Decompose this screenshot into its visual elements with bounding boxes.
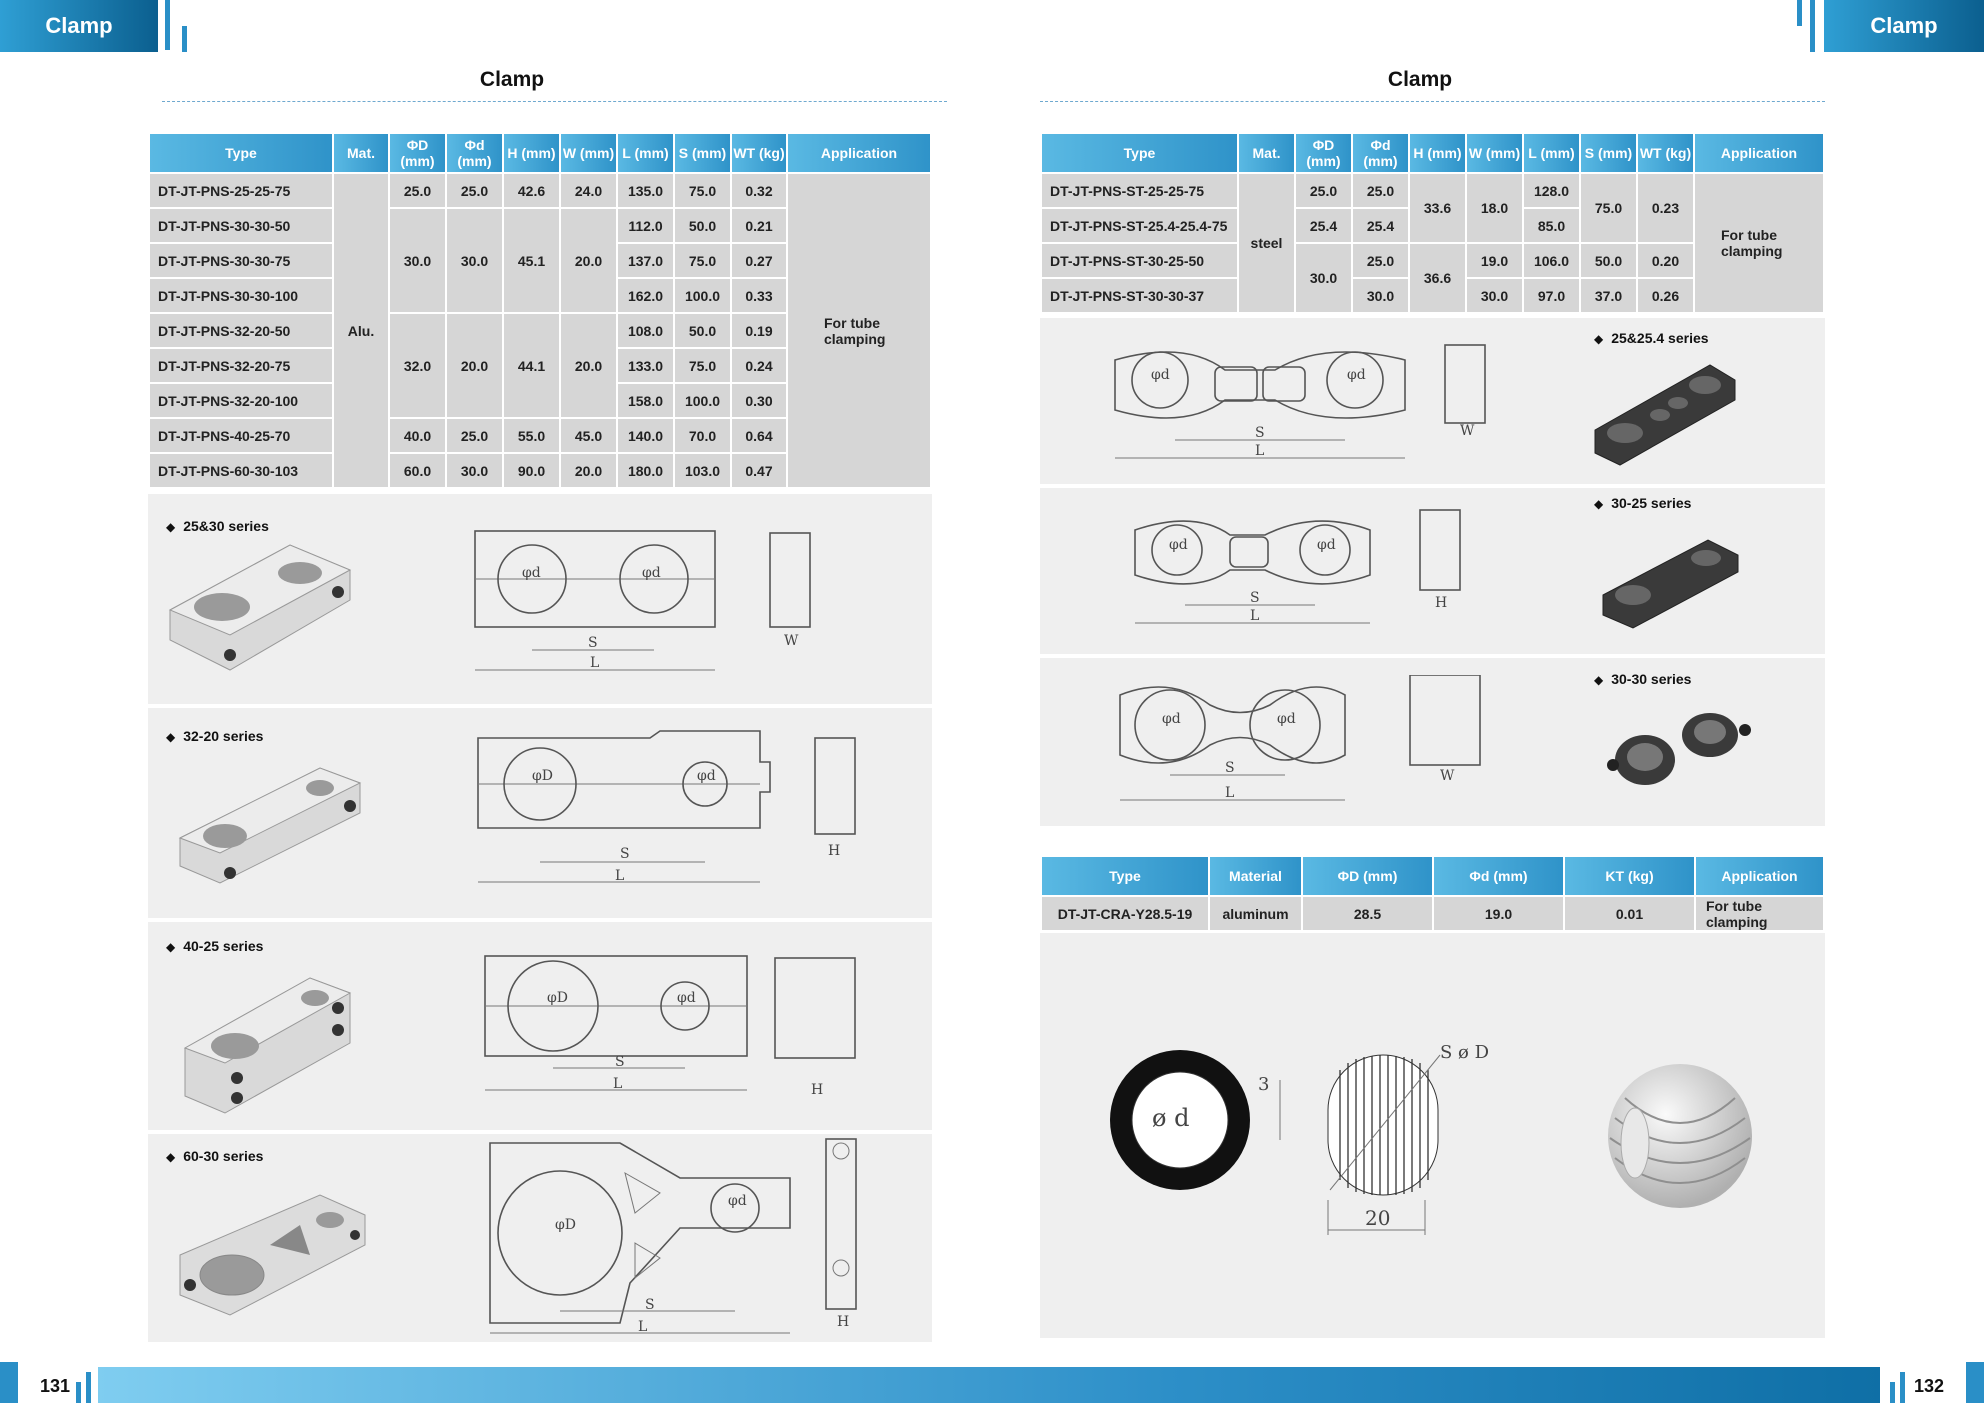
col-header: W (mm) xyxy=(560,133,617,173)
col-header: WT (kg) xyxy=(1637,133,1694,173)
svg-text:W: W xyxy=(1460,423,1475,439)
cell: 162.0 xyxy=(617,278,674,313)
cell: 180.0 xyxy=(617,453,674,488)
svg-text:S: S xyxy=(645,1297,655,1313)
cell: 19.0 xyxy=(1466,243,1523,278)
col-header: S (mm) xyxy=(674,133,731,173)
page-title-right: Clamp xyxy=(1387,68,1453,91)
footer-stripe xyxy=(0,1362,18,1403)
footer-stripe xyxy=(1900,1372,1905,1403)
drawing-label-20: 20 xyxy=(1365,1206,1391,1230)
cell: 25.0 xyxy=(389,173,446,208)
clamp-3d-image xyxy=(170,1185,370,1330)
cell: 0.64 xyxy=(731,418,787,453)
svg-text:L: L xyxy=(1225,785,1235,801)
cell: 25.0 xyxy=(1295,173,1352,208)
svg-text:S: S xyxy=(620,846,630,862)
col-header: W (mm) xyxy=(1466,133,1523,173)
title-divider xyxy=(1040,101,1825,102)
cell: 42.6 xyxy=(503,173,560,208)
cell: 0.21 xyxy=(731,208,787,243)
col-header: L (mm) xyxy=(1523,133,1580,173)
cell: 112.0 xyxy=(617,208,674,243)
header-stripe xyxy=(182,26,187,52)
series-label: ◆ 32-20 series xyxy=(166,728,263,744)
cell: 75.0 xyxy=(1580,173,1637,243)
footer-bar xyxy=(98,1367,1880,1403)
cell: 108.0 xyxy=(617,313,674,348)
cell: 100.0 xyxy=(674,278,731,313)
cell: 75.0 xyxy=(674,348,731,383)
cell-type: DT-JT-CRA-Y28.5-19 xyxy=(1041,896,1209,931)
cell-type: DT-JT-PNS-40-25-70 xyxy=(149,418,333,453)
svg-text:φD: φD xyxy=(547,990,569,1006)
svg-text:φd: φd xyxy=(1347,367,1366,383)
page-number-left: 131 xyxy=(40,1376,71,1396)
svg-text:L: L xyxy=(613,1076,623,1092)
technical-drawing xyxy=(1125,505,1505,640)
cell: 0.24 xyxy=(731,348,787,383)
cell: 75.0 xyxy=(674,173,731,208)
cell-type: DT-JT-PNS-ST-25-25-75 xyxy=(1041,173,1238,208)
footer-stripe xyxy=(1966,1362,1984,1403)
cell-type: DT-JT-PNS-60-30-103 xyxy=(149,453,333,488)
clamp-3d-image xyxy=(1590,355,1740,470)
cell: 25.0 xyxy=(1352,243,1409,278)
col-header: Type xyxy=(1041,856,1209,896)
col-header: Φd (mm) xyxy=(1352,133,1409,173)
svg-text:L: L xyxy=(1250,608,1260,624)
cell: 90.0 xyxy=(503,453,560,488)
col-header: ΦD (mm) xyxy=(1295,133,1352,173)
cell-material: aluminum xyxy=(1209,896,1302,931)
cell-type: DT-JT-PNS-32-20-75 xyxy=(149,348,333,383)
cell: 55.0 xyxy=(503,418,560,453)
svg-text:L: L xyxy=(1255,443,1265,459)
page-title-left: Clamp xyxy=(479,68,545,91)
cell-material: steel xyxy=(1238,173,1295,313)
col-header: KT (kg) xyxy=(1564,856,1695,896)
cell: 45.0 xyxy=(560,418,617,453)
series-label: ◆ 25&25.4 series xyxy=(1594,330,1709,346)
cell: 103.0 xyxy=(674,453,731,488)
svg-text:H: H xyxy=(828,843,841,859)
col-header: H (mm) xyxy=(1409,133,1466,173)
cell: 0.19 xyxy=(731,313,787,348)
cell: 25.4 xyxy=(1352,208,1409,243)
cell-application: For tube clamping xyxy=(787,173,931,488)
col-header: Application xyxy=(1695,856,1824,896)
cell: 97.0 xyxy=(1523,278,1580,313)
cell: 0.30 xyxy=(731,383,787,418)
cell-type: DT-JT-PNS-30-30-50 xyxy=(149,208,333,243)
cell: 33.6 xyxy=(1409,173,1466,243)
spec-table-left xyxy=(148,132,932,489)
col-header: Type xyxy=(1041,133,1238,173)
cell-application: For tube clamping xyxy=(1695,896,1824,931)
cell: 20.0 xyxy=(560,453,617,488)
footer-stripe xyxy=(76,1382,81,1403)
cell-material: Alu. xyxy=(333,173,389,488)
svg-text:H: H xyxy=(837,1314,850,1330)
svg-text:φd: φd xyxy=(1151,367,1170,383)
cell-type: DT-JT-PNS-ST-30-25-50 xyxy=(1041,243,1238,278)
cell: 70.0 xyxy=(674,418,731,453)
spec-table-ball xyxy=(1040,855,1825,932)
cell: 20.0 xyxy=(560,208,617,313)
ball-3d-image xyxy=(1605,1058,1755,1213)
cell: 30.0 xyxy=(1466,278,1523,313)
svg-text:φD: φD xyxy=(532,768,554,784)
drawing-label-sd: S ø D xyxy=(1440,1042,1490,1063)
clamp-3d-image xyxy=(160,540,360,680)
svg-text:φd: φd xyxy=(677,990,696,1006)
cell: 25.0 xyxy=(446,418,503,453)
cell: 36.6 xyxy=(1409,243,1466,313)
col-header: Φd (mm) xyxy=(1433,856,1564,896)
cell-type: DT-JT-PNS-32-20-50 xyxy=(149,313,333,348)
cell: 30.0 xyxy=(1352,278,1409,313)
cell-type: DT-JT-PNS-ST-30-30-37 xyxy=(1041,278,1238,313)
col-header: Application xyxy=(787,133,931,173)
svg-text:S: S xyxy=(1225,760,1235,776)
series-label: ◆ 60-30 series xyxy=(166,1148,263,1164)
col-header: L (mm) xyxy=(617,133,674,173)
svg-text:φD: φD xyxy=(555,1217,577,1233)
series-label: ◆ 30-30 series xyxy=(1594,671,1691,687)
cell: 50.0 xyxy=(674,313,731,348)
col-header: Mat. xyxy=(333,133,389,173)
cell: 30.0 xyxy=(446,453,503,488)
footer-stripe xyxy=(1890,1382,1895,1403)
svg-text:H: H xyxy=(811,1082,824,1098)
footer-stripe xyxy=(86,1372,91,1403)
col-header: WT (kg) xyxy=(731,133,787,173)
svg-text:φd: φd xyxy=(728,1193,747,1209)
cell-type: DT-JT-PNS-30-30-100 xyxy=(149,278,333,313)
svg-text:φd: φd xyxy=(522,565,541,581)
cell: 0.01 xyxy=(1564,896,1695,931)
cell: 106.0 xyxy=(1523,243,1580,278)
cell: 128.0 xyxy=(1523,173,1580,208)
technical-drawing xyxy=(455,950,875,1100)
svg-text:φd: φd xyxy=(1162,711,1181,727)
cell: 0.23 xyxy=(1637,173,1694,243)
technical-drawing xyxy=(470,730,870,890)
svg-text:S: S xyxy=(588,635,598,651)
cell: 0.32 xyxy=(731,173,787,208)
cell: 24.0 xyxy=(560,173,617,208)
col-header: Mat. xyxy=(1238,133,1295,173)
cell: 137.0 xyxy=(617,243,674,278)
header-stripe xyxy=(1810,0,1815,52)
clamp-3d-image xyxy=(170,758,370,898)
cell: 20.0 xyxy=(560,313,617,418)
title-divider xyxy=(162,101,947,102)
clamp-3d-image xyxy=(1605,695,1755,805)
cell: 158.0 xyxy=(617,383,674,418)
col-header: ΦD (mm) xyxy=(389,133,446,173)
cell: 133.0 xyxy=(617,348,674,383)
drawing-label-3: 3 xyxy=(1258,1074,1270,1095)
cell: 0.47 xyxy=(731,453,787,488)
page-number-right: 132 xyxy=(1914,1376,1945,1396)
cell: 25.0 xyxy=(1352,173,1409,208)
cell: 140.0 xyxy=(617,418,674,453)
spec-table-right xyxy=(1040,132,1825,314)
cell-type: DT-JT-PNS-30-30-75 xyxy=(149,243,333,278)
cell: 28.5 xyxy=(1302,896,1433,931)
cell-application: For tube clamping xyxy=(1694,173,1824,313)
cell: 18.0 xyxy=(1466,173,1523,243)
svg-text:L: L xyxy=(615,868,625,884)
svg-text:φd: φd xyxy=(1317,537,1336,553)
svg-text:W: W xyxy=(784,633,799,649)
svg-text:S: S xyxy=(1255,425,1265,441)
cell: 32.0 xyxy=(389,313,446,418)
cell: 40.0 xyxy=(389,418,446,453)
technical-drawing xyxy=(462,525,822,680)
technical-drawing xyxy=(460,1133,880,1343)
svg-text:L: L xyxy=(638,1319,648,1335)
svg-text:H: H xyxy=(1435,595,1448,611)
cell: 0.26 xyxy=(1637,278,1694,313)
header-stripe xyxy=(165,0,170,50)
col-header: ΦD (mm) xyxy=(1302,856,1433,896)
col-header: Type xyxy=(149,133,333,173)
col-header: Φd (mm) xyxy=(446,133,503,173)
cell: 30.0 xyxy=(389,208,446,313)
cell: 45.1 xyxy=(503,208,560,313)
cell: 30.0 xyxy=(446,208,503,313)
cell: 37.0 xyxy=(1580,278,1637,313)
table-row xyxy=(1041,173,1824,208)
ball-technical-drawing xyxy=(1100,1030,1520,1240)
cell: 44.1 xyxy=(503,313,560,418)
cell: 135.0 xyxy=(617,173,674,208)
cell: 75.0 xyxy=(674,243,731,278)
clamp-3d-image xyxy=(1598,530,1748,635)
cell: 20.0 xyxy=(446,313,503,418)
cell-type: DT-JT-PNS-25-25-75 xyxy=(149,173,333,208)
svg-text:φd: φd xyxy=(1277,711,1296,727)
drawing-label-d: ø d xyxy=(1152,1104,1190,1132)
svg-text:φd: φd xyxy=(1169,537,1188,553)
cell-type: DT-JT-PNS-32-20-100 xyxy=(149,383,333,418)
svg-text:φd: φd xyxy=(697,768,716,784)
col-header: H (mm) xyxy=(503,133,560,173)
cell: 60.0 xyxy=(389,453,446,488)
cell: 0.27 xyxy=(731,243,787,278)
series-label: ◆ 30-25 series xyxy=(1594,495,1691,511)
table-row xyxy=(1041,896,1824,931)
cell: 25.0 xyxy=(446,173,503,208)
cell-type: DT-JT-PNS-ST-25.4-25.4-75 xyxy=(1041,208,1238,243)
cell: 19.0 xyxy=(1433,896,1564,931)
cell: 100.0 xyxy=(674,383,731,418)
svg-text:S: S xyxy=(1250,590,1260,606)
cell: 50.0 xyxy=(674,208,731,243)
header-stripe xyxy=(1797,0,1802,26)
cell: 25.4 xyxy=(1295,208,1352,243)
col-header: S (mm) xyxy=(1580,133,1637,173)
svg-text:S: S xyxy=(615,1054,625,1070)
technical-drawing xyxy=(1110,675,1510,810)
svg-text:φd: φd xyxy=(642,565,661,581)
series-label: ◆ 40-25 series xyxy=(166,938,263,954)
series-label: ◆ 25&30 series xyxy=(166,518,269,534)
col-header: Material xyxy=(1209,856,1302,896)
svg-text:W: W xyxy=(1440,768,1455,784)
svg-text:L: L xyxy=(590,655,600,671)
technical-drawing xyxy=(1105,335,1505,470)
cell: 50.0 xyxy=(1580,243,1637,278)
table-row xyxy=(149,173,931,208)
header-tab-left: Clamp xyxy=(0,0,158,52)
clamp-3d-image xyxy=(170,968,370,1118)
cell: 85.0 xyxy=(1523,208,1580,243)
col-header: Application xyxy=(1694,133,1824,173)
header-tab-right: Clamp xyxy=(1824,0,1984,52)
cell: 0.20 xyxy=(1637,243,1694,278)
cell: 30.0 xyxy=(1295,243,1352,313)
cell: 0.33 xyxy=(731,278,787,313)
